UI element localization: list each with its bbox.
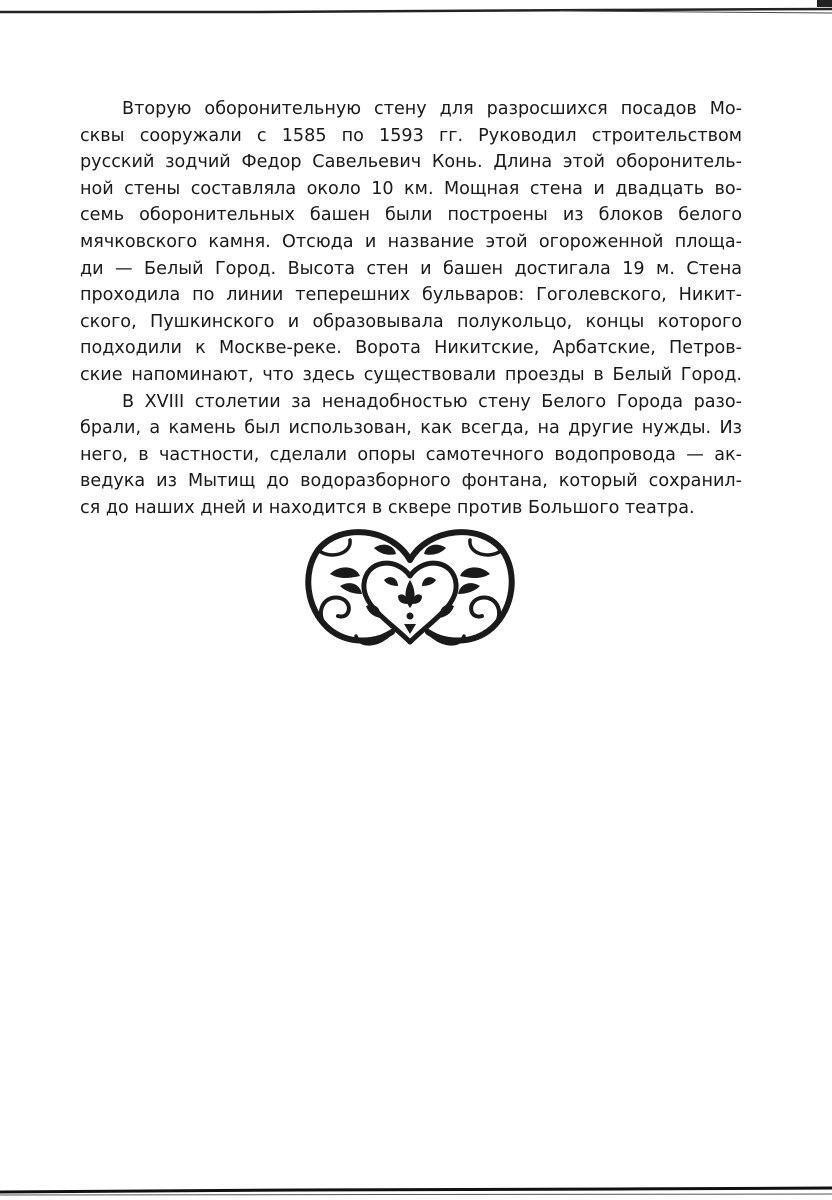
scan-edge-bottom [0,1172,832,1200]
text-line: ди — Белый Город. Высота стен и башен достигала 19 м. Стена [80,258,742,279]
text-line: семь оборонительных башен были построены из блоков белого [80,205,742,226]
text-line: сквы сооружали с 1585 по 1593 гг. Руководил строительством [80,125,742,146]
text-line: В XVIII столетии за ненадобностью стену Белого Города разо- [122,391,742,412]
article-body [80,96,742,522]
text-line: ского, Пушкинского и образовывала полукольцо, концы которого [80,311,742,332]
text-line: русский зодчий Федор Савельевич Конь. Длина этой оборонитель- [80,152,742,173]
text-line: мячковского камня. Отсюда и название этой огороженной площа- [80,231,742,252]
text-line: ведука из Мытищ до водоразборного фонтана, который сохранил- [80,471,742,492]
scan-edge-top [0,0,832,22]
decorative-floral-vignette-icon [300,520,520,655]
paragraph-1 [80,96,742,389]
text-line: брали, а камень был использован, как всегда, на другие нужды. Из [80,418,742,439]
paragraph-2 [80,389,742,522]
text-line: него, в частности, сделали опоры самотечного водопровода — ак- [80,444,742,465]
text-line: ной стены составляла около 10 км. Мощная стена и двадцать во- [80,178,742,199]
text-line: ся до наших дней и находится в сквере против Большого театра. [80,497,695,518]
text-line: проходила по линии теперешних бульваров: Гоголевского, Никит- [80,285,742,306]
text-line: ские напоминают, что здесь существовали проезды в Белый Город. [80,364,742,385]
text-line: подходили к Москве-реке. Ворота Никитские, Арбатские, Петров- [80,338,742,359]
text-line: Вторую оборонительную стену для разросшихся посадов Мо- [122,99,742,119]
